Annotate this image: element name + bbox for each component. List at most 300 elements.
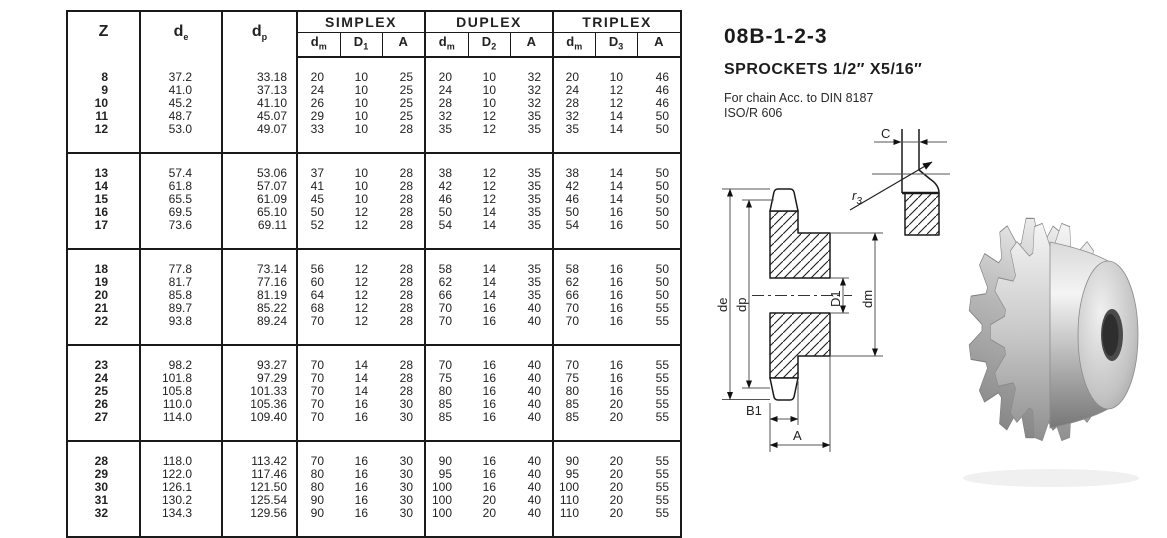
cell-z: 31 <box>67 494 140 507</box>
cell-z: 26 <box>67 398 140 411</box>
cell-triplex-a: 50 <box>655 179 670 193</box>
cell-de: 81.7 <box>140 276 222 289</box>
cell-z: 19 <box>67 276 140 289</box>
table-row <box>67 180 681 193</box>
cell-dp: 45.07 <box>222 110 297 123</box>
cell-duplex-d2: 10 <box>482 96 496 110</box>
cell-duplex-a: 32 <box>510 97 553 110</box>
cell-duplex-d2: 16 <box>482 480 496 494</box>
cell-simplex-d1: 12 <box>354 288 368 302</box>
cell-dp: 125.54 <box>222 494 297 507</box>
cell-z: 27 <box>67 411 140 441</box>
cell-z: 17 <box>67 219 140 249</box>
cell-duplex-d2: 16 <box>468 441 510 468</box>
cell-duplex-a: 35 <box>510 123 553 153</box>
header-triplex-a: A <box>637 33 681 58</box>
cell-triplex-d3: 16 <box>609 218 624 232</box>
cell-dp: 101.33 <box>222 385 297 398</box>
cell-duplex-dm: 85 <box>438 397 452 411</box>
cell-simplex-dm: 33 <box>310 122 324 136</box>
cell-duplex-dm: 28 <box>438 96 452 110</box>
cell-simplex-dm: 52 <box>310 218 324 232</box>
table-row <box>67 110 681 123</box>
cell-simplex-dm: 80 <box>310 467 324 481</box>
cell-duplex-d2: 10 <box>482 70 496 84</box>
cell-simplex-a: 25 <box>382 57 425 84</box>
cell-dp: 129.56 <box>222 507 297 537</box>
cell-duplex-dm: 85 <box>438 410 452 424</box>
svg-text:B1: B1 <box>746 403 762 418</box>
cell-duplex-dm: 58 <box>425 249 468 276</box>
cell-simplex-a: 30 <box>382 411 425 441</box>
cell-simplex-d1: 12 <box>354 205 368 219</box>
cell-simplex-d1: 16 <box>340 441 382 468</box>
cell-triplex-d3: 14 <box>609 192 624 206</box>
cell-de: 65.5 <box>140 193 222 206</box>
cell-triplex-d3: 16 <box>609 275 624 289</box>
cell-de: 85.8 <box>140 289 222 302</box>
cell-simplex-dm: 70 <box>310 397 324 411</box>
cell-simplex-a: 28 <box>382 249 425 276</box>
cell-dp: 109.40 <box>222 411 297 441</box>
cell-triplex-dm: 95 <box>565 467 580 481</box>
header-simplex: SIMPLEX <box>297 11 425 33</box>
cell-simplex-d1: 16 <box>354 467 368 481</box>
cell-triplex-d3: 20 <box>609 467 624 481</box>
cell-triplex-a: 55 <box>655 467 670 481</box>
cell-duplex-d2: 12 <box>482 192 496 206</box>
cell-triplex-d3: 20 <box>609 480 624 494</box>
cell-simplex-d1: 16 <box>354 397 368 411</box>
cell-simplex-dm: 70 <box>297 441 340 468</box>
cell-duplex-dm: 75 <box>438 371 452 385</box>
cell-triplex-a: 50 <box>655 288 670 302</box>
cell-simplex-d1: 10 <box>354 179 368 193</box>
cell-dp: 57.07 <box>222 180 297 193</box>
cell-triplex-d3: 16 <box>609 301 624 315</box>
chain-standard-note: For chain Acc. to DIN 8187 <box>724 91 874 105</box>
table-row <box>67 345 681 372</box>
row-group-z28-32 <box>67 441 681 537</box>
cell-simplex-d1: 12 <box>340 249 382 276</box>
product-info <box>724 25 922 121</box>
svg-text:D1: D1 <box>828 290 843 307</box>
cell-de: 110.0 <box>140 398 222 411</box>
cell-dp: 77.16 <box>222 276 297 289</box>
cell-dp: 117.46 <box>222 468 297 481</box>
cell-triplex-d3: 10 <box>609 70 624 84</box>
cell-duplex-a: 35 <box>510 153 553 180</box>
cell-triplex-dm: 90 <box>553 441 595 468</box>
cell-duplex-dm: 24 <box>438 83 452 97</box>
cell-dp: 105.36 <box>222 398 297 411</box>
cell-duplex-a: 40 <box>510 302 553 315</box>
dim-dp <box>734 200 774 388</box>
cell-simplex-a: 30 <box>382 468 425 481</box>
cell-z: 9 <box>67 84 140 97</box>
cell-simplex-d1: 12 <box>354 275 368 289</box>
cell-simplex-dm: 70 <box>310 384 324 398</box>
cell-duplex-d2: 14 <box>482 288 496 302</box>
svg-text:C: C <box>881 126 891 141</box>
cell-z: 32 <box>67 507 140 537</box>
cell-duplex-a: 32 <box>510 57 553 84</box>
cell-simplex-a: 28 <box>382 276 425 289</box>
cell-de: 101.8 <box>140 372 222 385</box>
cell-simplex-d1: 14 <box>354 371 368 385</box>
dim-de <box>715 189 770 400</box>
cell-duplex-a: 40 <box>510 398 553 411</box>
cell-simplex-d1: 12 <box>354 301 368 315</box>
cell-triplex-dm: 46 <box>565 192 580 206</box>
cell-triplex-d3: 16 <box>609 288 624 302</box>
cell-simplex-dm: 70 <box>310 371 324 385</box>
cell-duplex-a: 40 <box>510 411 553 441</box>
cell-duplex-a: 35 <box>510 180 553 193</box>
cell-triplex-a: 50 <box>655 275 670 289</box>
cell-duplex-dm: 50 <box>438 205 452 219</box>
cell-triplex-dm: 70 <box>565 301 580 315</box>
cell-simplex-dm: 70 <box>297 345 340 372</box>
cell-simplex-dm: 50 <box>310 205 324 219</box>
cell-dp: 49.07 <box>222 123 297 153</box>
cell-triplex-d3: 14 <box>609 179 624 193</box>
cell-dp: 37.13 <box>222 84 297 97</box>
cell-simplex-a: 30 <box>382 494 425 507</box>
cell-de: 89.7 <box>140 302 222 315</box>
cell-duplex-d2: 16 <box>482 397 496 411</box>
cell-simplex-d1: 16 <box>354 493 368 507</box>
table-row <box>67 385 681 398</box>
cell-triplex-d3: 14 <box>609 109 624 123</box>
cell-z: 21 <box>67 302 140 315</box>
cell-simplex-dm: 90 <box>310 493 324 507</box>
product-name: SPROCKETS 1/2″ X5/16″ <box>724 61 923 78</box>
cell-triplex-d3: 14 <box>595 153 637 180</box>
cell-dp: 53.06 <box>222 153 297 180</box>
table-row <box>67 97 681 110</box>
cell-simplex-a: 30 <box>382 398 425 411</box>
header-duplex-a: A <box>510 33 553 58</box>
cell-duplex-a: 40 <box>510 315 553 345</box>
header-simplex-d1: $D_1$ <box>340 33 382 58</box>
table-row <box>67 494 681 507</box>
cell-de: 77.8 <box>140 249 222 276</box>
cell-simplex-a: 30 <box>382 481 425 494</box>
cell-duplex-d2: 12 <box>482 122 496 136</box>
cell-triplex-d3: 20 <box>595 441 637 468</box>
header-duplex-dm: $d_m$ <box>425 33 468 58</box>
cell-duplex-a: 40 <box>510 441 553 468</box>
cell-de: 98.2 <box>140 345 222 372</box>
sprocket-cross-section-drawing <box>702 126 967 471</box>
sprocket-photo <box>946 180 1166 492</box>
cell-de: 53.0 <box>140 123 222 153</box>
cell-simplex-dm: 45 <box>310 192 324 206</box>
cell-triplex-a: 55 <box>637 441 681 468</box>
cell-triplex-d3: 16 <box>609 205 624 219</box>
table-row <box>67 249 681 276</box>
cell-dp: 69.11 <box>222 219 297 249</box>
cell-simplex-a: 28 <box>382 193 425 206</box>
cell-duplex-a: 32 <box>510 84 553 97</box>
svg-text:dm: dm <box>860 289 875 308</box>
cell-duplex-a: 35 <box>510 206 553 219</box>
cell-de: 105.8 <box>140 385 222 398</box>
cell-triplex-a: 55 <box>655 384 670 398</box>
cell-simplex-a: 25 <box>382 84 425 97</box>
cell-simplex-a: 28 <box>382 219 425 249</box>
cell-simplex-dm: 37 <box>297 153 340 180</box>
cell-simplex-dm: 70 <box>310 314 324 328</box>
cell-z: 10 <box>67 97 140 110</box>
cell-duplex-d2: 20 <box>482 506 496 520</box>
cell-z: 12 <box>67 123 140 153</box>
cell-triplex-a: 50 <box>637 153 681 180</box>
cell-simplex-a: 28 <box>382 123 425 153</box>
cell-duplex-dm: 62 <box>438 275 452 289</box>
cell-z: 13 <box>67 153 140 180</box>
cell-triplex-a: 55 <box>655 397 670 411</box>
table-row <box>67 219 681 249</box>
cell-duplex-dm: 90 <box>425 441 468 468</box>
cell-triplex-a: 55 <box>655 301 670 315</box>
cell-duplex-dm: 100 <box>431 493 452 507</box>
cell-simplex-dm: 64 <box>310 288 324 302</box>
cell-triplex-dm: 24 <box>565 83 580 97</box>
cell-duplex-dm: 35 <box>438 122 452 136</box>
cell-duplex-d2: 14 <box>482 205 496 219</box>
svg-text:A: A <box>793 428 802 443</box>
cell-de: 57.4 <box>140 153 222 180</box>
header-triplex: TRIPLEX <box>553 11 681 33</box>
cell-duplex-d2: 14 <box>482 275 496 289</box>
table-header <box>67 11 681 57</box>
cell-duplex-d2: 12 <box>468 153 510 180</box>
cell-triplex-dm: 42 <box>565 179 580 193</box>
row-group-z13-17 <box>67 153 681 249</box>
header-triplex-dm: $d_m$ <box>553 33 595 58</box>
cell-triplex-dm: 66 <box>565 288 580 302</box>
tooth-bottom <box>770 378 798 400</box>
cell-simplex-a: 28 <box>382 302 425 315</box>
cell-duplex-dm: 66 <box>438 288 452 302</box>
svg-text:dp: dp <box>734 297 749 312</box>
cell-de: 130.2 <box>140 494 222 507</box>
cell-z: 29 <box>67 468 140 481</box>
cell-z: 30 <box>67 481 140 494</box>
cell-duplex-dm: 20 <box>438 70 452 84</box>
cell-triplex-d3: 14 <box>609 122 624 136</box>
table-row <box>67 123 681 153</box>
cell-triplex-a: 55 <box>655 506 670 520</box>
cell-de: 122.0 <box>140 468 222 481</box>
cell-triplex-d3: 20 <box>609 493 624 507</box>
cell-duplex-d2: 16 <box>482 301 496 315</box>
cell-duplex-dm: 46 <box>438 192 452 206</box>
cell-triplex-dm: 75 <box>565 371 580 385</box>
cell-de: 48.7 <box>140 110 222 123</box>
cell-simplex-dm: 41 <box>310 179 324 193</box>
cell-duplex-a: 35 <box>510 276 553 289</box>
bore-shadow <box>1103 314 1119 356</box>
cell-triplex-dm: 80 <box>565 384 580 398</box>
cell-simplex-a: 28 <box>382 345 425 372</box>
header-simplex-a: A <box>382 33 425 58</box>
cell-triplex-a: 46 <box>655 70 670 84</box>
cell-de: 41.0 <box>140 84 222 97</box>
table-row <box>67 411 681 441</box>
header-duplex-d2: $D_2$ <box>468 33 510 58</box>
cell-triplex-dm: 50 <box>565 205 580 219</box>
cell-triplex-dm: 110 <box>559 506 580 520</box>
cell-duplex-d2: 16 <box>468 345 510 372</box>
cell-triplex-d3: 12 <box>609 83 624 97</box>
cell-triplex-a: 55 <box>655 480 670 494</box>
cell-simplex-a: 30 <box>382 441 425 468</box>
cell-dp: 65.10 <box>222 206 297 219</box>
cell-de: 114.0 <box>140 411 222 441</box>
header-de: $d_e$ <box>140 11 222 57</box>
cell-simplex-dm: 29 <box>310 109 324 123</box>
table-row <box>67 507 681 537</box>
cell-simplex-d1: 14 <box>340 345 382 372</box>
svg-text:de: de <box>715 297 730 312</box>
cell-dp: 41.10 <box>222 97 297 110</box>
cell-duplex-dm: 70 <box>438 314 452 328</box>
cell-triplex-a: 55 <box>655 493 670 507</box>
cell-simplex-a: 28 <box>382 315 425 345</box>
cell-triplex-d3: 20 <box>609 506 624 520</box>
header-dp: $d_p$ <box>222 11 297 57</box>
cell-triplex-d3: 20 <box>609 397 624 411</box>
cell-simplex-d1: 14 <box>354 384 368 398</box>
table-row <box>67 315 681 345</box>
cell-duplex-a: 40 <box>510 494 553 507</box>
table-row <box>67 468 681 481</box>
cell-simplex-dm: 24 <box>310 83 324 97</box>
cell-de: 61.8 <box>140 180 222 193</box>
cell-simplex-d1: 12 <box>354 218 368 232</box>
cell-simplex-d1: 16 <box>354 480 368 494</box>
cell-triplex-a: 55 <box>655 314 670 328</box>
cell-z: 28 <box>67 441 140 468</box>
cell-de: 118.0 <box>140 441 222 468</box>
row-group-z8-12 <box>67 57 681 153</box>
cell-dp: 121.50 <box>222 481 297 494</box>
cell-simplex-dm: 80 <box>310 480 324 494</box>
cell-simplex-a: 25 <box>382 97 425 110</box>
cell-triplex-a: 50 <box>655 109 670 123</box>
cell-triplex-dm: 32 <box>565 109 580 123</box>
cell-triplex-dm: 110 <box>559 493 580 507</box>
cell-duplex-d2: 12 <box>482 179 496 193</box>
table-row <box>67 57 681 84</box>
cell-duplex-d2: 20 <box>482 493 496 507</box>
cell-simplex-dm: 70 <box>310 410 324 424</box>
cell-duplex-dm: 70 <box>425 345 468 372</box>
cell-simplex-d1: 10 <box>354 70 368 84</box>
cell-simplex-d1: 10 <box>340 153 382 180</box>
cell-duplex-dm: 32 <box>438 109 452 123</box>
cell-simplex-dm: 26 <box>310 96 324 110</box>
table-row <box>67 276 681 289</box>
cell-triplex-a: 46 <box>655 96 670 110</box>
cell-triplex-dm: 100 <box>558 480 580 494</box>
table-row <box>67 372 681 385</box>
cell-triplex-dm: 54 <box>565 218 580 232</box>
cell-simplex-a: 28 <box>382 372 425 385</box>
cell-z: 24 <box>67 372 140 385</box>
header-duplex: DUPLEX <box>425 11 553 33</box>
cell-simplex-d1: 10 <box>354 83 368 97</box>
cell-triplex-d3: 16 <box>595 345 637 372</box>
table-row <box>67 153 681 180</box>
cell-triplex-a: 50 <box>655 192 670 206</box>
cell-triplex-d3: 16 <box>609 371 624 385</box>
cell-simplex-a: 28 <box>382 153 425 180</box>
cell-triplex-a: 50 <box>655 122 670 136</box>
cell-duplex-a: 40 <box>510 345 553 372</box>
table-row <box>67 193 681 206</box>
cell-simplex-d1: 10 <box>354 96 368 110</box>
cell-duplex-d2: 14 <box>468 249 510 276</box>
cell-duplex-d2: 12 <box>482 109 496 123</box>
cell-simplex-dm: 20 <box>310 70 324 84</box>
cell-triplex-dm: 20 <box>565 70 580 84</box>
table-row <box>67 84 681 97</box>
cell-triplex-dm: 58 <box>553 249 595 276</box>
cell-dp: 93.27 <box>222 345 297 372</box>
cell-duplex-a: 35 <box>510 289 553 302</box>
cell-duplex-d2: 16 <box>482 384 496 398</box>
cell-triplex-a: 55 <box>637 345 681 372</box>
cell-triplex-dm: 62 <box>565 275 580 289</box>
cell-z: 22 <box>67 315 140 345</box>
cell-duplex-d2: 10 <box>482 83 496 97</box>
cell-duplex-dm: 100 <box>431 506 452 520</box>
cell-de: 134.3 <box>140 507 222 537</box>
cell-dp: 89.24 <box>222 315 297 345</box>
cell-triplex-a: 50 <box>655 205 670 219</box>
cell-simplex-a: 25 <box>382 110 425 123</box>
cell-triplex-dm: 85 <box>565 397 580 411</box>
header-simplex-dm: $d_m$ <box>297 33 340 58</box>
product-code: 08B-1-2-3 <box>724 25 828 48</box>
cell-simplex-a: 30 <box>382 507 425 537</box>
cell-triplex-d3: 16 <box>595 249 637 276</box>
cell-triplex-dm: 70 <box>565 314 580 328</box>
cell-triplex-a: 50 <box>637 249 681 276</box>
cell-simplex-dm: 56 <box>297 249 340 276</box>
cell-duplex-dm: 70 <box>438 301 452 315</box>
cell-simplex-a: 28 <box>382 206 425 219</box>
cell-dp: 97.29 <box>222 372 297 385</box>
cell-simplex-d1: 10 <box>354 122 368 136</box>
cell-simplex-dm: 68 <box>310 301 324 315</box>
cell-simplex-dm: 90 <box>310 506 324 520</box>
table-row <box>67 481 681 494</box>
photo-shadow <box>963 469 1139 487</box>
cell-de: 93.8 <box>140 315 222 345</box>
cell-duplex-a: 40 <box>510 385 553 398</box>
cell-duplex-dm: 95 <box>438 467 452 481</box>
cell-duplex-a: 40 <box>510 481 553 494</box>
cell-simplex-a: 28 <box>382 385 425 398</box>
cell-simplex-a: 28 <box>382 180 425 193</box>
sprocket-spec-table <box>66 10 682 538</box>
cell-z: 25 <box>67 385 140 398</box>
